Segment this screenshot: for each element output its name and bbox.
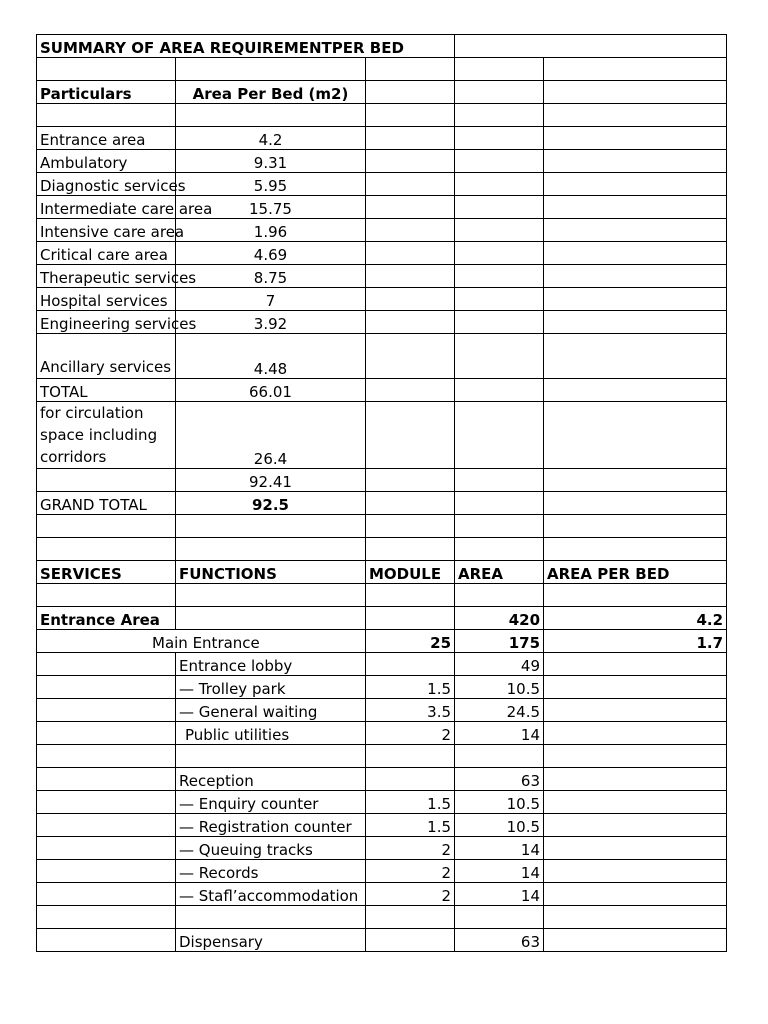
summary-value: 8.75 (176, 265, 366, 288)
function-label: — Records (176, 860, 366, 883)
summary-value: 4.48 (176, 334, 366, 379)
grand-total-row (37, 492, 727, 515)
function-module: 2 (366, 837, 455, 860)
module-header: MODULE (366, 561, 455, 584)
main-entrance-area: 175 (455, 630, 544, 653)
entrance-area-row (37, 607, 727, 630)
summary-row (37, 219, 727, 242)
function-label: Public utilities (176, 722, 366, 745)
function-label: — Stafl’accommodation (176, 883, 366, 906)
function-area: 49 (455, 653, 544, 676)
area-requirement-sheet (36, 34, 727, 952)
blank-row (37, 906, 727, 929)
title-row (37, 35, 727, 58)
summary-value: 4.69 (176, 242, 366, 265)
blank-row (37, 538, 727, 561)
sum-row (37, 469, 727, 492)
function-label: — Registration counter (176, 814, 366, 837)
function-module: 3.5 (366, 699, 455, 722)
summary-label: Ancillary services (37, 334, 176, 379)
summary-value: 15.75 (176, 196, 366, 219)
summary-header-row (37, 81, 727, 104)
sheet-title: SUMMARY OF AREA REQUIREMENTPER BED (37, 35, 455, 58)
summary-value: 7 (176, 288, 366, 311)
circulation-row (37, 402, 727, 469)
area-per-bed-col-header: AREA PER BED (544, 561, 727, 584)
function-label: Dispensary (176, 929, 366, 952)
function-area: 63 (455, 768, 544, 791)
function-label: Reception (176, 768, 366, 791)
services-header-row (37, 561, 727, 584)
summary-row (37, 127, 727, 150)
function-area: 14 (455, 837, 544, 860)
summary-row (37, 150, 727, 173)
function-module: 1.5 (366, 814, 455, 837)
function-row (37, 883, 727, 906)
entrance-area-value: 420 (455, 607, 544, 630)
main-entrance-label: Main Entrance (37, 630, 366, 653)
summary-row (37, 265, 727, 288)
function-module: 2 (366, 722, 455, 745)
circulation-label: for circulation space including corridors (37, 402, 176, 469)
blank-row (37, 745, 727, 768)
summary-label: Critical care area (37, 242, 176, 265)
function-area: 63 (455, 929, 544, 952)
function-area: 24.5 (455, 699, 544, 722)
function-label: — Trolley park (176, 676, 366, 699)
summary-label: Hospital services (37, 288, 176, 311)
summary-row (37, 173, 727, 196)
main-entrance-per-bed: 1.7 (544, 630, 727, 653)
summary-label: Engineering services (37, 311, 176, 334)
summary-value: 4.2 (176, 127, 366, 150)
summary-row (37, 334, 727, 379)
area-per-bed-header: Area Per Bed (m2) (176, 81, 366, 104)
function-area: 14 (455, 883, 544, 906)
function-area: 14 (455, 722, 544, 745)
function-area: 10.5 (455, 814, 544, 837)
blank-row (37, 584, 727, 607)
summary-row (37, 196, 727, 219)
function-label: — Enquiry counter (176, 791, 366, 814)
summary-value: 1.96 (176, 219, 366, 242)
function-row (37, 768, 727, 791)
summary-value: 3.92 (176, 311, 366, 334)
summary-label: Therapeutic services (37, 265, 176, 288)
functions-header: FUNCTIONS (176, 561, 366, 584)
function-row (37, 699, 727, 722)
blank-row (37, 104, 727, 127)
function-row (37, 722, 727, 745)
function-label: — Queuing tracks (176, 837, 366, 860)
blank-row (37, 58, 727, 81)
particulars-header: Particulars (37, 81, 176, 104)
function-module: 1.5 (366, 791, 455, 814)
summary-label: Intensive care area (37, 219, 176, 242)
function-area: 10.5 (455, 676, 544, 699)
main-entrance-row (37, 630, 727, 653)
services-header: SERVICES (37, 561, 176, 584)
function-row (37, 860, 727, 883)
summary-value: 5.95 (176, 173, 366, 196)
summary-label: Entrance area (37, 127, 176, 150)
summary-row (37, 288, 727, 311)
summary-label: Ambulatory (37, 150, 176, 173)
blank-row (37, 515, 727, 538)
function-row (37, 929, 727, 952)
entrance-area-per-bed: 4.2 (544, 607, 727, 630)
function-label: — General waiting (176, 699, 366, 722)
total-row (37, 379, 727, 402)
function-area: 10.5 (455, 791, 544, 814)
grand-total-label: GRAND TOTAL (37, 492, 176, 515)
summary-row (37, 311, 727, 334)
summary-row (37, 242, 727, 265)
function-row (37, 814, 727, 837)
function-module: 2 (366, 883, 455, 906)
function-label: Entrance lobby (176, 653, 366, 676)
function-row (37, 653, 727, 676)
function-module: 1.5 (366, 676, 455, 699)
main-entrance-module: 25 (366, 630, 455, 653)
total-label: TOTAL (37, 379, 176, 402)
function-row (37, 837, 727, 860)
sum-value: 92.41 (176, 469, 366, 492)
summary-label: Diagnostic services (37, 173, 176, 196)
circulation-value: 26.4 (176, 402, 366, 469)
function-module: 2 (366, 860, 455, 883)
function-area: 14 (455, 860, 544, 883)
total-value: 66.01 (176, 379, 366, 402)
function-row (37, 791, 727, 814)
summary-value: 9.31 (176, 150, 366, 173)
grand-total-value: 92.5 (176, 492, 366, 515)
area-header: AREA (455, 561, 544, 584)
summary-label: Intermediate care area (37, 196, 176, 219)
entrance-area-label: Entrance Area (37, 607, 176, 630)
function-row (37, 676, 727, 699)
